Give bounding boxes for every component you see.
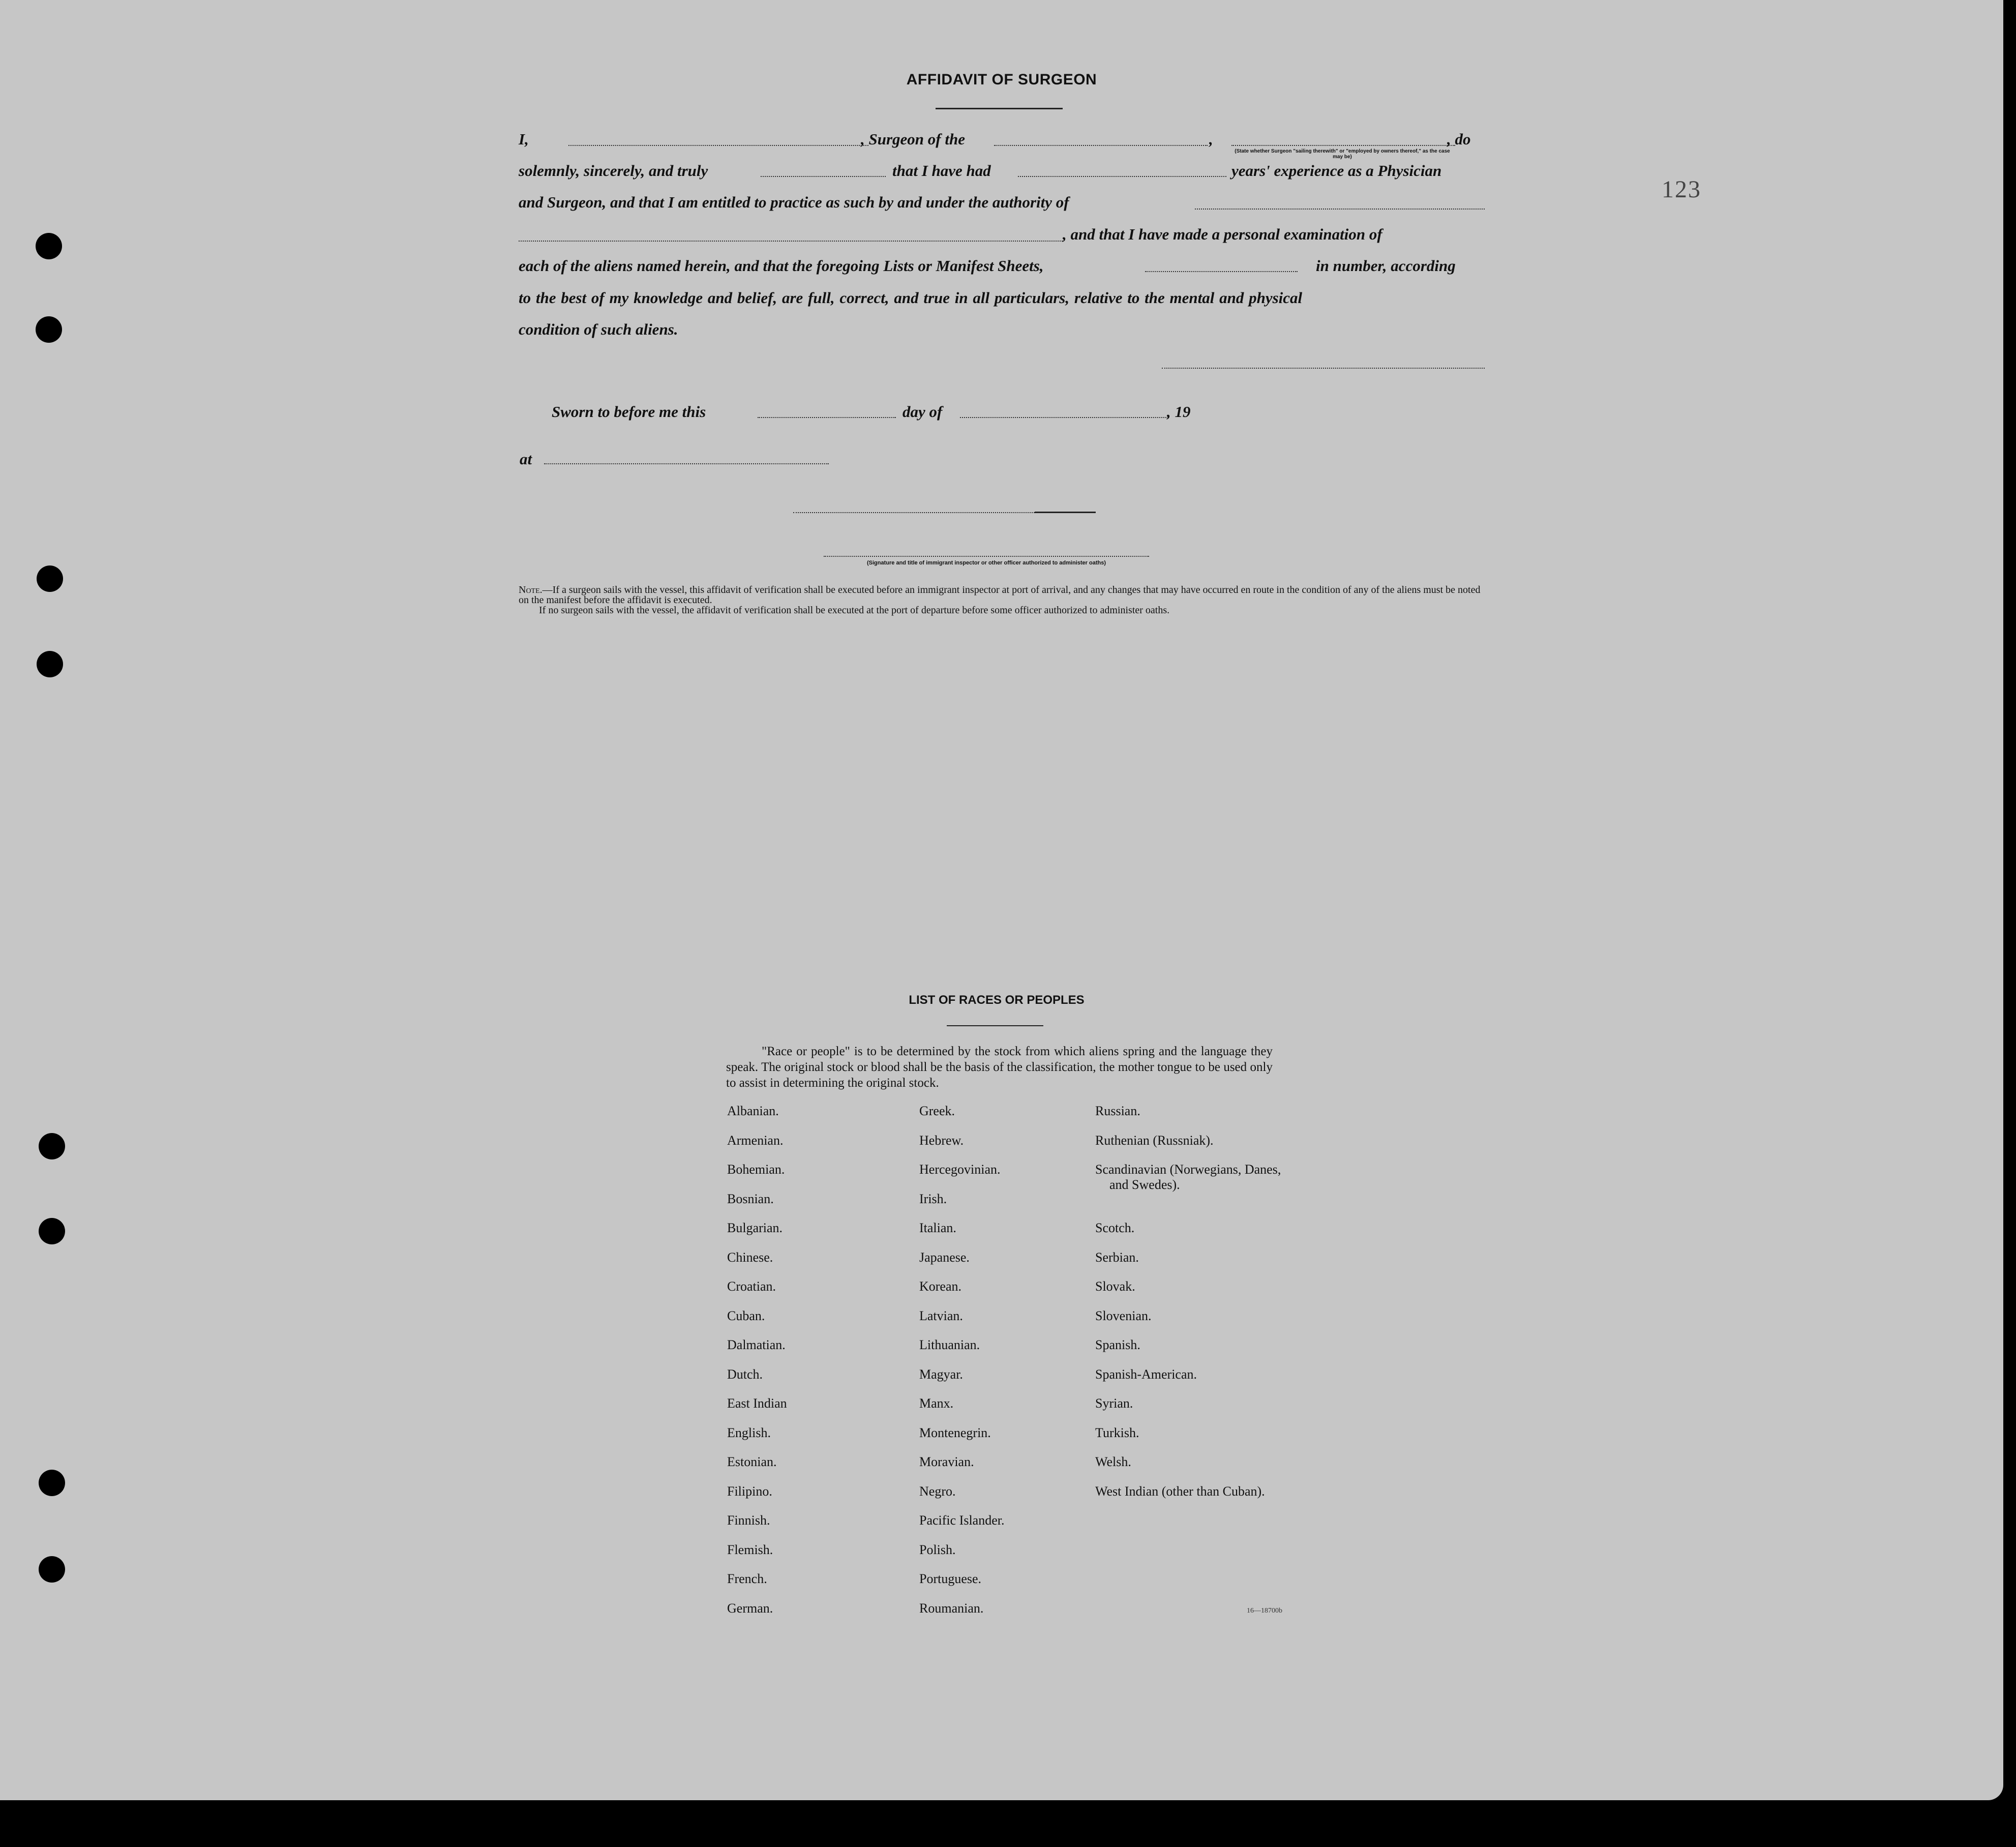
race-entry: Greek. [919, 1104, 955, 1118]
race-entry: Estonian. [727, 1454, 777, 1469]
races-column-2 [919, 1104, 1087, 1630]
surgeon-status-blank[interactable] [1231, 145, 1455, 146]
sworn-month-blank[interactable] [960, 417, 1168, 418]
vessel-name-blank[interactable] [994, 145, 1208, 146]
race-entry: Negro. [919, 1483, 956, 1499]
punch-hole [36, 316, 62, 343]
surgeon-status-note: (State whether Surgeon "sailing therewith" or "employed by owners thereof," as the case may be) [1235, 148, 1450, 160]
race-entry: Flemish. [727, 1542, 773, 1557]
race-entry: Hebrew. [919, 1133, 964, 1148]
race-entry: Spanish. [1095, 1337, 1140, 1352]
signature-caption: (Signature and title of immigrant inspector or other officer authorized to administer oaths) [867, 560, 1106, 566]
surgeon-name-blank[interactable] [568, 145, 868, 146]
surgeon-signature-blank[interactable] [1162, 368, 1485, 369]
race-entry: Finnish. [727, 1513, 770, 1528]
race-entry: Hercegovinian. [919, 1162, 1001, 1177]
affidavit-line-4: , and that I have made a personal examination of [1063, 225, 1382, 243]
race-entry: Croatian. [727, 1279, 776, 1294]
race-entry: Turkish. [1095, 1425, 1139, 1440]
race-entry: Welsh. [1095, 1454, 1131, 1469]
authority-blank[interactable] [1195, 208, 1485, 210]
affidavit-line-5b: in number, according [1316, 257, 1456, 275]
margin-page-number: 123 [1662, 176, 1701, 203]
note-label: Note. [519, 584, 543, 595]
race-entry: Armenian. [727, 1133, 784, 1148]
race-entry: Slovak. [1095, 1279, 1135, 1294]
comma: , [1209, 130, 1213, 148]
race-entry: Korean. [919, 1279, 962, 1294]
surgeon-of-label: , Surgeon of the [861, 130, 965, 148]
races-list-title: LIST OF RACES OR PEOPLES [909, 993, 1085, 1007]
race-entry: Bohemian. [727, 1162, 785, 1177]
race-entry: Dalmatian. [727, 1337, 786, 1352]
officer-signature-blank[interactable] [793, 512, 1035, 513]
affidavit-line-5a: each of the aliens named herein, and that the foregoing Lists or Manifest Sheets, [519, 257, 1044, 275]
race-entry: Russian. [1095, 1104, 1140, 1118]
race-entry: Syrian. [1095, 1396, 1133, 1411]
punch-hole [37, 651, 63, 677]
officer-signature-rule [1035, 512, 1096, 513]
race-entry: English. [727, 1425, 771, 1440]
sworn-day-blank[interactable] [758, 417, 896, 418]
race-entry: German. [727, 1600, 773, 1616]
race-entry: Chinese. [727, 1249, 773, 1265]
race-entry: Ruthenian (Russniak). [1095, 1133, 1214, 1148]
races-intro: "Race or people" is to be determined by the stock from which aliens spring and the language they speak. The original stock or blood shall be the basis of the classification, the mother tongue to be used only to assist in determining the original stock. [726, 1045, 1273, 1090]
race-entry: Moravian. [919, 1454, 974, 1469]
note-text-1: —If a surgeon sails with the vessel, this affidavit of verification shall be executed before an immigrant inspector at port of arrival, and any changes that may have occurred en route in the condition of any of the aliens must be noted on the manifest before the affidavit is executed. [519, 584, 1481, 606]
officer-title-blank[interactable] [824, 556, 1149, 557]
race-entry: Filipino. [727, 1483, 772, 1499]
race-entry: Scandinavian (Norwegians, Danes, and Swedes). [1095, 1162, 1281, 1192]
affidavit-line-2b: that I have had [892, 162, 991, 180]
races-column-1 [727, 1104, 895, 1630]
race-entry: Manx. [919, 1396, 954, 1411]
punch-hole [37, 565, 63, 592]
race-entry: Polish. [919, 1542, 956, 1557]
race-entry: Cuban. [727, 1308, 765, 1323]
race-entry: East Indian [727, 1396, 787, 1411]
race-entry: Serbian. [1095, 1249, 1139, 1265]
race-entry: Bulgarian. [727, 1220, 783, 1235]
at-label: at [520, 450, 532, 468]
note-text-2: If no surgeon sails with the vessel, the affidavit of verification shall be executed at the port of departure before some officer authorized to administer oaths. [539, 605, 1170, 616]
affidavit-note-2 [539, 605, 1485, 615]
affidavit-line-2c: years' experience as a Physician [1231, 162, 1442, 180]
race-entry: Pacific Islander. [919, 1513, 1005, 1528]
races-title-underline [947, 1025, 1043, 1026]
race-entry: Roumanian. [919, 1600, 984, 1616]
year-label: , 19 [1167, 403, 1191, 421]
affidavit-note [519, 585, 1485, 605]
race-entry: Magyar. [919, 1366, 963, 1382]
race-entry: Lithuanian. [919, 1337, 980, 1352]
punch-hole [36, 233, 62, 259]
race-entry: Bosnian. [727, 1191, 774, 1206]
affidavit-title: AFFIDAVIT OF SURGEON [906, 71, 1097, 88]
race-entry: Irish. [919, 1191, 947, 1206]
punch-hole [39, 1556, 65, 1583]
affidavit-line-2a: solemnly, sincerely, and truly [519, 162, 708, 180]
affidavit-line-1: I, [519, 130, 529, 148]
race-entry: Portuguese. [919, 1571, 982, 1586]
race-entry: Japanese. [919, 1249, 970, 1265]
race-entry: Slovenian. [1095, 1308, 1152, 1323]
sheet-count-blank[interactable] [1145, 271, 1298, 272]
place-blank[interactable] [544, 463, 829, 464]
race-entry: Latvian. [919, 1308, 963, 1323]
affidavit-line-7: condition of such aliens. [519, 320, 678, 338]
day-of-label: day of [902, 403, 943, 421]
punch-hole [39, 1470, 65, 1496]
form-code: 16—18700b [1247, 1607, 1282, 1615]
affidavit-line-6: to the best of my knowledge and belief, are full, correct, and true in all particulars, relative to the mental and physical [519, 289, 1303, 307]
title-underline [936, 108, 1063, 109]
do-label: , do [1447, 130, 1471, 148]
race-entry: Montenegrin. [919, 1425, 991, 1440]
years-blank[interactable] [1018, 176, 1226, 177]
race-entry: Scotch. [1095, 1220, 1135, 1235]
races-column-3 [1095, 1104, 1288, 1542]
affidavit-line-3: and Surgeon, and that I am entitled to practice as such by and under the authority of [519, 193, 1069, 211]
race-entry: Italian. [919, 1220, 956, 1235]
punch-hole [39, 1133, 65, 1159]
race-entry: Dutch. [727, 1366, 763, 1382]
race-entry: French. [727, 1571, 767, 1586]
race-entry: Albanian. [727, 1104, 779, 1118]
authority-blank-2[interactable] [519, 241, 1063, 242]
race-entry: Spanish-American. [1095, 1366, 1197, 1382]
race-entry: West Indian (other than Cuban). [1095, 1483, 1265, 1499]
oath-type-blank[interactable] [761, 176, 886, 177]
sworn-label: Sworn to before me this [552, 403, 706, 421]
punch-hole [39, 1218, 65, 1244]
